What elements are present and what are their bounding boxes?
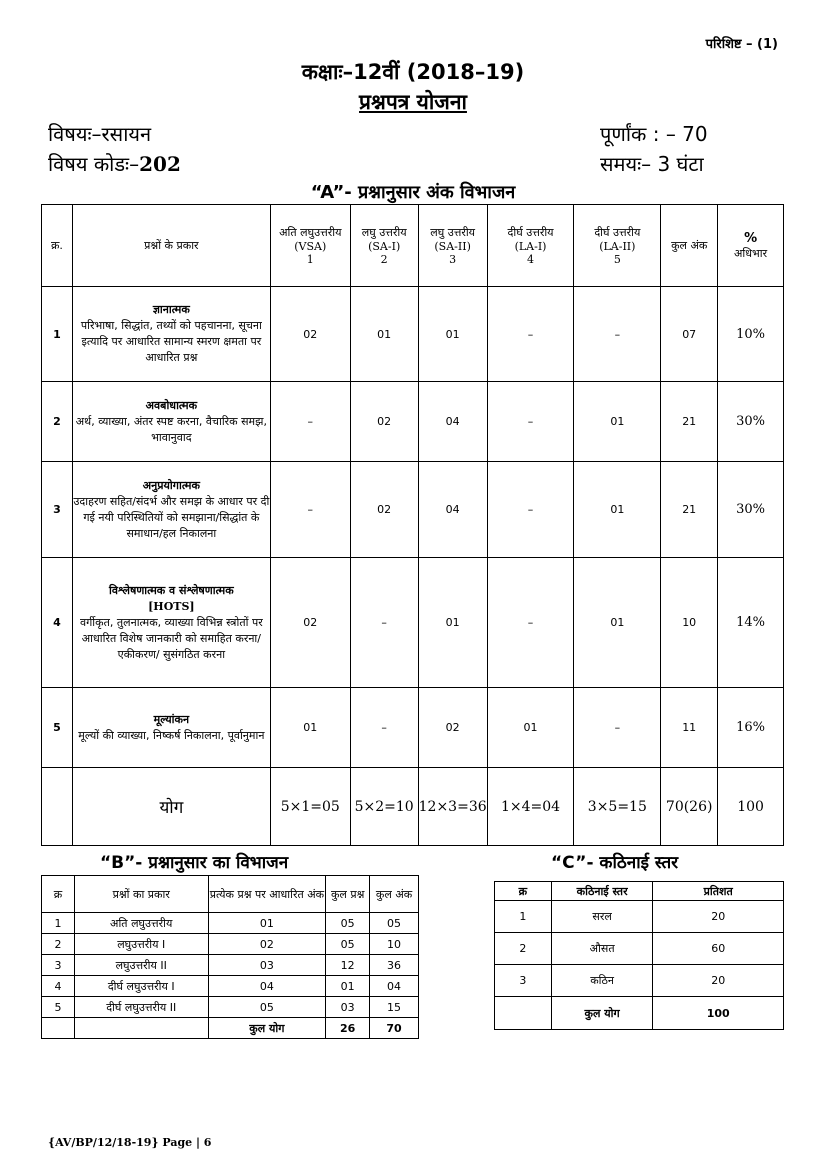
row-sa2: 01 <box>418 558 487 688</box>
row-marks: 10 <box>370 934 419 955</box>
row-sa1: 02 <box>350 382 418 462</box>
subject-code <box>48 150 181 177</box>
table-c-total-row <box>495 997 784 1030</box>
row-heading: ज्ञानात्मक <box>152 303 190 316</box>
header-percentage: प्रतिशत <box>653 882 784 901</box>
table-b-header-row <box>42 876 419 913</box>
header-difficulty: कठिनाई स्तर <box>551 882 653 901</box>
plan-title-text: प्रश्नपत्र योजना <box>359 90 467 114</box>
header-sr: क्र. <box>42 205 73 287</box>
header-marks-each: प्रत्येक प्रश्न पर आधारित अंक <box>208 876 326 913</box>
row-vsa: – <box>270 462 350 558</box>
table-row <box>42 558 784 688</box>
total-marks: 70(26) <box>661 768 718 846</box>
header-la1-code: (LA-I) <box>514 240 547 253</box>
table-row <box>42 287 784 382</box>
row-count: 05 <box>326 934 370 955</box>
header-sa2-label: लघु उत्तरीय <box>430 226 476 239</box>
row-count: 05 <box>326 913 370 934</box>
row-question-type <box>72 688 270 768</box>
row-question-type <box>72 462 270 558</box>
row-weightage: 30% <box>718 462 784 558</box>
row-type: दीर्घ लघुउत्तरीय I <box>74 976 208 997</box>
table-row <box>495 965 784 997</box>
row-total: 11 <box>661 688 718 768</box>
header-pct-label: अधिभार <box>734 246 768 260</box>
header-sa2-num: 3 <box>449 253 457 266</box>
row-sr: 4 <box>42 976 75 997</box>
subject-label: विषयः–रसायन <box>48 122 152 146</box>
header-sa1-label: लघु उत्तरीय <box>361 226 407 239</box>
row-each: 03 <box>208 955 326 976</box>
row-description: वर्गीकृत, तुलनात्मक, व्याख्या विभिन्न स्त्रोतों पर आधारित विशेष जानकारी को समाहित करना/एकीकरण/ सुसंगठित करना <box>80 615 263 661</box>
total-sr <box>495 997 552 1030</box>
header-sa1-num: 2 <box>380 253 388 266</box>
row-sr: 1 <box>42 913 75 934</box>
row-sr: 2 <box>42 934 75 955</box>
total-count: 26 <box>326 1018 370 1039</box>
total-label: कुल योग <box>208 1018 326 1039</box>
table-row <box>42 382 784 462</box>
header-total-marks: कुल अंक <box>661 205 718 287</box>
row-type: लघुउत्तरीय I <box>74 934 208 955</box>
total-sa2: 12×3=36 <box>418 768 487 846</box>
row-level: औसत <box>551 933 653 965</box>
total-la1: 1×4=04 <box>487 768 574 846</box>
row-sr: 1 <box>42 287 73 382</box>
row-heading: अनुप्रयोगात्मक <box>142 478 200 492</box>
header-question-type: प्रश्नों के प्रकार <box>72 205 270 287</box>
row-description: अर्थ, व्याख्या, अंतर स्पष्ट करना, वैचारिक समझ, भावानुवाद <box>75 414 267 444</box>
row-pct: 60 <box>653 933 784 965</box>
subject-code-label: विषय कोडः– <box>48 152 140 176</box>
header-la2-label: दीर्घ उत्तरीय <box>594 226 641 239</box>
row-marks: 15 <box>370 997 419 1018</box>
row-la1: – <box>487 287 574 382</box>
row-la2: 01 <box>574 382 661 462</box>
row-sa1: – <box>350 558 418 688</box>
row-heading: अवबोधात्मक <box>145 398 198 412</box>
header-la2-num: 5 <box>613 253 621 266</box>
header-sa2 <box>418 205 487 287</box>
appendix-label: परिशिष्ट – (1) <box>705 37 778 52</box>
table-a-header-row <box>42 205 784 287</box>
row-count: 03 <box>326 997 370 1018</box>
row-each: 01 <box>208 913 326 934</box>
row-weightage: 30% <box>718 382 784 462</box>
row-la2: 01 <box>574 462 661 558</box>
header-la2 <box>574 205 661 287</box>
row-heading: विश्लेषणात्मक व संश्लेषणात्मक <box>109 583 234 597</box>
max-marks: पूर्णांक : – 70 <box>600 122 708 146</box>
table-row <box>495 901 784 933</box>
row-sa2: 04 <box>418 382 487 462</box>
row-level: कठिन <box>551 965 653 997</box>
page-footer: {AV/BP/12/18-19} Page | 6 <box>48 1136 212 1149</box>
row-sr: 2 <box>42 382 73 462</box>
section-c-title: “C”- कठिनाई स्तर <box>551 853 679 873</box>
question-type-table <box>41 875 419 1039</box>
section-b-title: “B”- प्रश्नानुसार का विभाजन <box>100 853 289 873</box>
row-weightage: 10% <box>718 287 784 382</box>
header-la2-code: (LA-II) <box>599 240 636 253</box>
row-pct: 20 <box>653 901 784 933</box>
row-count: 01 <box>326 976 370 997</box>
row-vsa: – <box>270 382 350 462</box>
row-each: 02 <box>208 934 326 955</box>
row-sa2: 01 <box>418 287 487 382</box>
table-row <box>42 913 419 934</box>
row-pct: 20 <box>653 965 784 997</box>
row-sr: 5 <box>42 997 75 1018</box>
row-sa1: 02 <box>350 462 418 558</box>
row-question-type <box>72 382 270 462</box>
header-la1-label: दीर्घ उत्तरीय <box>507 226 554 239</box>
header-sr: क्र <box>42 876 75 913</box>
row-vsa: 02 <box>270 287 350 382</box>
header-total-marks: कुल अंक <box>370 876 419 913</box>
row-question-type <box>72 558 270 688</box>
table-row <box>42 997 419 1018</box>
row-la2: – <box>574 688 661 768</box>
row-heading: मूल्यांकन <box>153 712 190 726</box>
row-description: उदाहरण सहित/संदर्भ और समझ के आधार पर दी गई नयी परिस्थितियों को समझाना/सिद्धांत के समाधान/हल निकालना <box>73 494 270 540</box>
total-type <box>74 1018 208 1039</box>
row-type: लघुउत्तरीय II <box>74 955 208 976</box>
row-sr: 2 <box>495 933 552 965</box>
class-title: कक्षाः–12वीं (2018–19) <box>301 60 525 84</box>
table-b-total-row <box>42 1018 419 1039</box>
table-row <box>42 934 419 955</box>
row-weightage: 16% <box>718 688 784 768</box>
row-sa2: 04 <box>418 462 487 558</box>
difficulty-table <box>494 881 784 1030</box>
header-vsa <box>270 205 350 287</box>
row-description: परिभाषा, सिद्धांत, तथ्यों को पहचानना, सूचना इत्यादि पर आधारित सामान्य स्मरण क्षमता पर आधारित प्रश्न <box>80 319 262 364</box>
header-question-count: कुल प्रश्न <box>326 876 370 913</box>
row-sr: 3 <box>42 462 73 558</box>
header-la1-num: 4 <box>527 253 535 266</box>
row-total: 10 <box>661 558 718 688</box>
table-row <box>42 688 784 768</box>
exam-time: समयः– 3 घंटा <box>600 152 704 176</box>
header-vsa-num: 1 <box>306 253 314 266</box>
row-question-type <box>72 287 270 382</box>
row-marks: 04 <box>370 976 419 997</box>
table-c-header-row <box>495 882 784 901</box>
table-a-total-row <box>42 768 784 846</box>
row-sa1: 01 <box>350 287 418 382</box>
row-marks: 05 <box>370 913 419 934</box>
total-sa1: 5×2=10 <box>350 768 418 846</box>
row-la2: 01 <box>574 558 661 688</box>
header-question-type: प्रश्नों का प्रकार <box>74 876 208 913</box>
marks-distribution-table <box>41 204 784 846</box>
row-vsa: 01 <box>270 688 350 768</box>
total-la2: 3×5=15 <box>574 768 661 846</box>
row-sr: 4 <box>42 558 73 688</box>
header-sr: क्र <box>495 882 552 901</box>
row-sr: 3 <box>495 965 552 997</box>
row-each: 05 <box>208 997 326 1018</box>
row-sr: 1 <box>495 901 552 933</box>
table-row <box>495 933 784 965</box>
table-row <box>42 955 419 976</box>
row-la2: – <box>574 287 661 382</box>
total-sr <box>42 1018 75 1039</box>
row-la1: 01 <box>487 688 574 768</box>
header-weightage <box>718 205 784 287</box>
row-each: 04 <box>208 976 326 997</box>
header-sa1-code: (SA-I) <box>368 240 401 253</box>
row-type: अति लघुउत्तरीय <box>74 913 208 934</box>
row-level: सरल <box>551 901 653 933</box>
header-sa1 <box>350 205 418 287</box>
header-la1 <box>487 205 574 287</box>
table-row <box>42 462 784 558</box>
row-sa2: 02 <box>418 688 487 768</box>
row-type: दीर्घ लघुउत्तरीय II <box>74 997 208 1018</box>
total-label: कुल योग <box>551 997 653 1030</box>
total-marks: 70 <box>370 1018 419 1039</box>
header-pct-symbol: % <box>744 230 758 246</box>
row-la1: – <box>487 462 574 558</box>
row-sr: 5 <box>42 688 73 768</box>
header-vsa-label: अति लघुउत्तरीय <box>279 226 342 239</box>
row-hots-tag: [HOTS] <box>148 599 195 613</box>
row-count: 12 <box>326 955 370 976</box>
plan-title <box>0 88 826 116</box>
header-vsa-code: (VSA) <box>294 240 327 253</box>
row-sa1: – <box>350 688 418 768</box>
header-sa2-code: (SA-II) <box>434 240 471 253</box>
row-la1: – <box>487 558 574 688</box>
total-weightage: 100 <box>718 768 784 846</box>
row-total: 21 <box>661 382 718 462</box>
total-pct: 100 <box>653 997 784 1030</box>
row-description: मूल्यों की व्याख्या, निष्कर्ष निकालना, पूर्वानुमान <box>78 728 265 742</box>
row-sr: 3 <box>42 955 75 976</box>
row-total: 07 <box>661 287 718 382</box>
row-la1: – <box>487 382 574 462</box>
total-vsa: 5×1=05 <box>270 768 350 846</box>
row-total: 21 <box>661 462 718 558</box>
total-label: योग <box>72 768 270 846</box>
row-marks: 36 <box>370 955 419 976</box>
section-a-title: “A”- प्रश्नानुसार अंक विभाजन <box>310 182 516 203</box>
total-sr <box>42 768 73 846</box>
row-vsa: 02 <box>270 558 350 688</box>
row-weightage: 14% <box>718 558 784 688</box>
table-row <box>42 976 419 997</box>
subject-code-value: 202 <box>139 152 181 176</box>
